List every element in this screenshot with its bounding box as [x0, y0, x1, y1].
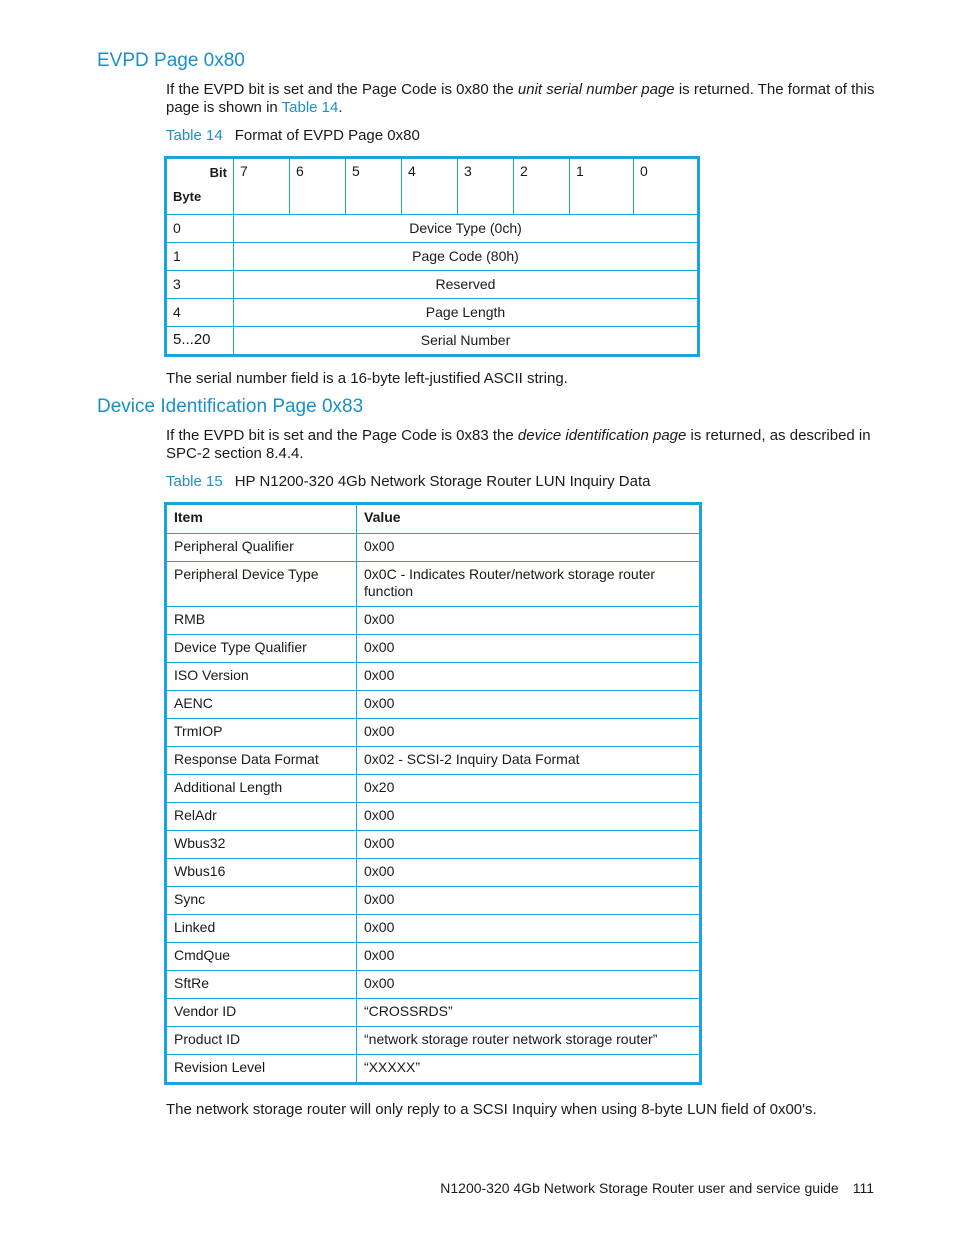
bit-header: 1: [570, 158, 634, 215]
value-cell: “XXXXX”: [357, 1055, 701, 1084]
table-row: [166, 663, 701, 691]
value-cell: 0x00: [357, 663, 701, 691]
table-row: [166, 747, 701, 775]
lun-inquiry-data-table: [164, 502, 702, 1085]
item-cell: Device Type Qualifier: [166, 635, 357, 663]
caption-text: Format of EVPD Page 0x80: [234, 127, 420, 144]
table-row: [166, 1055, 701, 1084]
para-text: is returned. The format of this page is shown in: [166, 81, 875, 116]
value-cell: 0x00: [357, 971, 701, 999]
item-cell: RMB: [166, 607, 357, 635]
value-cell: 0x00: [357, 635, 701, 663]
item-cell: Linked: [166, 915, 357, 943]
item-cell: Response Data Format: [166, 747, 357, 775]
table-row: [166, 999, 701, 1027]
value-cell: 0x00: [357, 943, 701, 971]
caption-number: Table 15: [166, 473, 223, 490]
field-cell: Page Length: [234, 299, 699, 327]
item-cell: SftRe: [166, 971, 357, 999]
para-text: If the EVPD bit is set and the Page Code is 0x83 the: [166, 427, 518, 444]
value-cell: 0x00: [357, 915, 701, 943]
byte-cell: 1: [166, 243, 234, 271]
table-row: [166, 327, 699, 356]
table-row: [166, 1027, 701, 1055]
bit-header: 4: [402, 158, 458, 215]
value-cell: 0x00: [357, 831, 701, 859]
table-row: [166, 719, 701, 747]
bit-header: 2: [514, 158, 570, 215]
value-cell: 0x00: [357, 691, 701, 719]
table-row: [166, 943, 701, 971]
table-row: [166, 831, 701, 859]
table-row: [166, 299, 699, 327]
table-row: [166, 915, 701, 943]
byte-label: Byte: [173, 189, 202, 204]
para-emphasis: device identification page: [517, 427, 687, 444]
table-14-link[interactable]: Table 14: [281, 99, 339, 116]
item-cell: Vendor ID: [166, 999, 357, 1027]
table-row: [166, 971, 701, 999]
item-cell: Wbus16: [166, 859, 357, 887]
item-cell: RelAdr: [166, 803, 357, 831]
bit-header: 6: [290, 158, 346, 215]
item-cell: CmdQue: [166, 943, 357, 971]
item-cell: Product ID: [166, 1027, 357, 1055]
value-cell: 0x00: [357, 859, 701, 887]
serial-number-note: The serial number field is a 16-byte left-justified ASCII string.: [166, 370, 568, 387]
bit-header: 3: [458, 158, 514, 215]
bit-label: Bit: [209, 165, 227, 180]
value-cell: 0x00: [357, 803, 701, 831]
table-row: [166, 562, 701, 607]
bit-header: 5: [346, 158, 402, 215]
item-cell: AENC: [166, 691, 357, 719]
page-number: 111: [852, 1180, 874, 1196]
field-cell: Reserved: [234, 271, 699, 299]
value-cell: 0x00: [357, 607, 701, 635]
item-cell: TrmIOP: [166, 719, 357, 747]
item-cell: Peripheral Device Type: [166, 562, 357, 607]
byte-cell: 0: [166, 215, 234, 243]
item-cell: Additional Length: [166, 775, 357, 803]
section1-paragraph: [166, 81, 876, 117]
value-cell: 0x02 - SCSI-2 Inquiry Data Format: [357, 747, 701, 775]
field-cell: Page Code (80h): [234, 243, 699, 271]
table-row: [166, 635, 701, 663]
bit-header: 7: [234, 158, 290, 215]
para-emphasis: unit serial number page: [517, 81, 675, 98]
section-heading-evpd-0x80: EVPD Page 0x80: [97, 50, 245, 71]
value-cell: 0x0C - Indicates Router/network storage router function: [357, 562, 701, 607]
item-cell: Sync: [166, 887, 357, 915]
para-text: If the EVPD bit is set and the Page Code is 0x80 the: [166, 81, 518, 98]
evpd-page-0x80-table: [164, 156, 700, 357]
section-heading-device-identification: Device Identification Page 0x83: [97, 396, 364, 417]
item-cell: Peripheral Qualifier: [166, 534, 357, 562]
table-row: [166, 887, 701, 915]
value-cell: 0x20: [357, 775, 701, 803]
value-cell: “network storage router network storage router”: [357, 1027, 701, 1055]
table-row: [166, 243, 699, 271]
table-15-caption: [166, 473, 651, 490]
table-row: [166, 691, 701, 719]
value-cell: “CROSSRDS”: [357, 999, 701, 1027]
table-row: [166, 271, 699, 299]
table-row: [166, 534, 701, 562]
table-row: [166, 803, 701, 831]
page-footer: [440, 1180, 874, 1196]
item-cell: ISO Version: [166, 663, 357, 691]
byte-cell: 4: [166, 299, 234, 327]
column-header-value: Value: [357, 504, 701, 534]
item-cell: Wbus32: [166, 831, 357, 859]
value-cell: 0x00: [357, 887, 701, 915]
table-header-row: [166, 504, 701, 534]
section2-paragraph: [166, 427, 876, 463]
para-text: .: [338, 99, 343, 116]
field-cell: Device Type (0ch): [234, 215, 699, 243]
table-header-row: [166, 158, 699, 215]
closing-note: The network storage router will only reply to a SCSI Inquiry when using 8-byte LUN field of 0x00's.: [166, 1101, 817, 1118]
table-row: [166, 607, 701, 635]
column-header-item: Item: [166, 504, 357, 534]
caption-number: Table 14: [166, 127, 223, 144]
table-row: [166, 215, 699, 243]
value-cell: 0x00: [357, 534, 701, 562]
field-cell: Serial Number: [234, 327, 699, 356]
caption-text: HP N1200-320 4Gb Network Storage Router LUN Inquiry Data: [234, 473, 651, 490]
para-text: is returned, as described in SPC-2 section 8.4.4.: [166, 427, 871, 462]
table-14-caption: [166, 127, 420, 144]
footer-title: N1200-320 4Gb Network Storage Router user and service guide: [440, 1180, 839, 1196]
table-row: [166, 775, 701, 803]
byte-cell: 3: [166, 271, 234, 299]
bit-byte-cell: [166, 158, 234, 215]
item-cell: Revision Level: [166, 1055, 357, 1084]
value-cell: 0x00: [357, 719, 701, 747]
byte-cell: 5...20: [166, 327, 234, 356]
bit-header: 0: [634, 158, 699, 215]
table-row: [166, 859, 701, 887]
